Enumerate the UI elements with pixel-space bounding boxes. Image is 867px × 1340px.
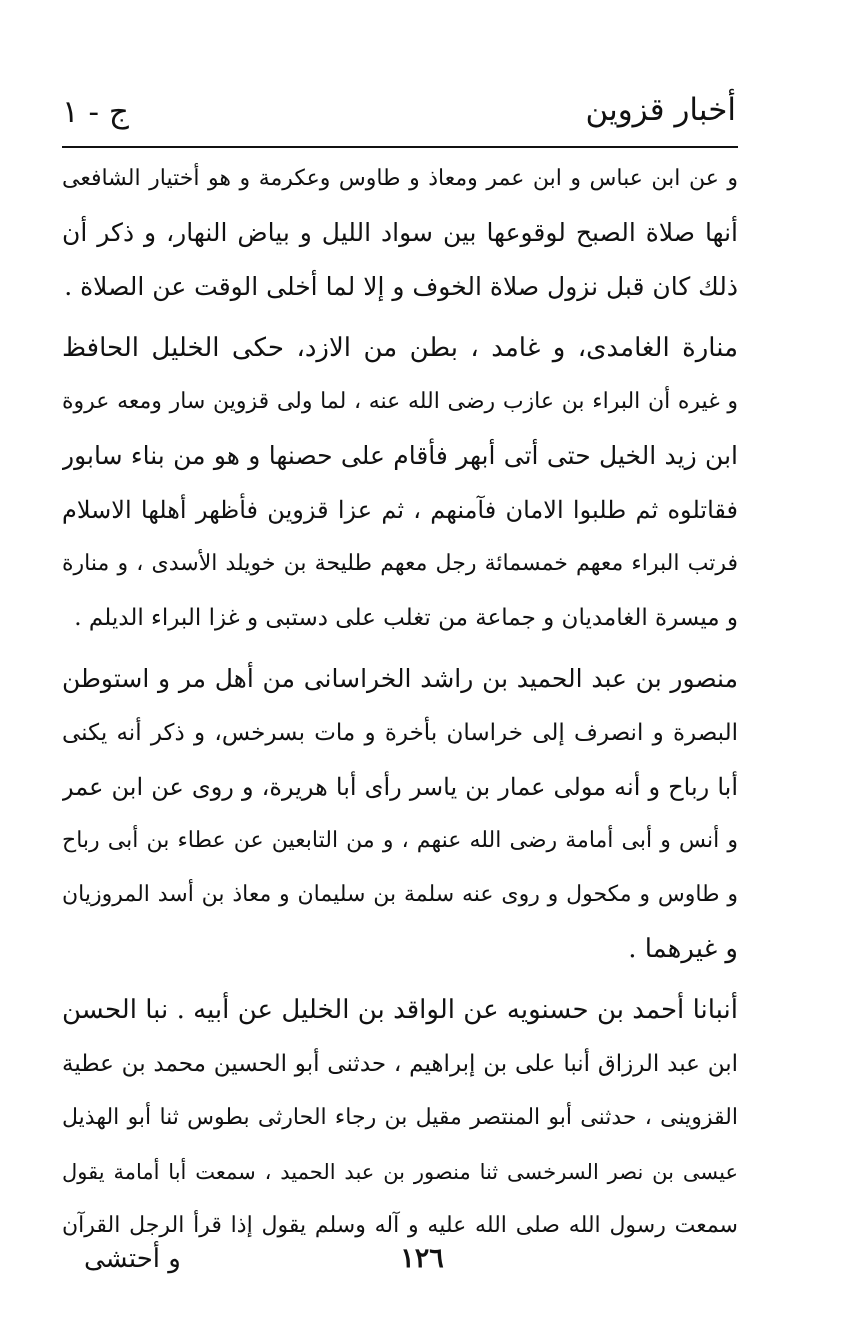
text-line: أنبانا أحمد بن حسنويه عن الواقد بن الخليل عن أبيه . نبا الحسن xyxy=(62,995,738,1025)
text-line: ابن زيد الخيل حتى أتى أبهر فأقام على حصنها و هو من بناء سابور xyxy=(62,441,738,470)
page-footer xyxy=(62,1234,738,1284)
text-line: عيسى بن نصر السرخسى ثنا منصور بن عبد الحميد ، سمعت أبا أمامة يقول xyxy=(62,1160,738,1184)
page-header xyxy=(62,88,738,140)
text-line: فرتب البراء معهم خمسمائة رجل معهم طليحة بن خويلد الأسدى ، و منارة xyxy=(62,551,738,576)
text-line: ابن عبد الرزاق أنبا على بن إبراهيم ، حدثنى أبو الحسين محمد بن عطية xyxy=(62,1051,738,1077)
text-line: و غيره أن البراء بن عازب رضى الله عنه ، لما ولى قزوين سار ومعه عروة xyxy=(62,389,738,414)
text-line: منصور بن عبد الحميد بن راشد الخراسانى من أهل مر و استوطن xyxy=(62,664,738,693)
text-line: و غيرهما . xyxy=(628,934,738,964)
paragraph-4 xyxy=(62,983,738,1253)
text-line: و ميسرة الغامديان و جماعة من تغلب على دستبى و غزا البراء الديلم . xyxy=(74,605,738,631)
catchword: و أحتشى xyxy=(84,1244,181,1274)
paragraph-2 xyxy=(62,321,738,645)
running-title: أخبار قزوين xyxy=(585,92,736,128)
text-line: و أنس و أبى أمامة رضى الله عنهم ، و من التابعين عن عطاء بن أبى رباح xyxy=(62,828,738,853)
text-line: و طاوس و مكحول و روى عنه سلمة بن سليمان و معاذ بن أسد المروزيان xyxy=(62,882,738,907)
body-text xyxy=(62,152,738,1253)
volume-label: ج - ١ xyxy=(62,94,129,130)
text-line: أبا رباح و أنه مولى عمار بن ياسر رأى أبا هريرة، و روى عن ابن عمر xyxy=(62,773,738,801)
text-line: القزوينى ، حدثنى أبو المنتصر مقيل بن رجاء الحارثى بطوس ثنا أبو الهذيل xyxy=(62,1105,738,1130)
page-number: ١٢٦ xyxy=(400,1243,444,1274)
text-line: ذلك كان قبل نزول صلاة الخوف و إلا لما أخلى الوقت عن الصلاة . xyxy=(64,272,738,301)
text-line: سمعت رسول الله صلى الله عليه و آله وسلم يقول إذا قرأ الرجل القرآن xyxy=(62,1213,738,1238)
paragraph-3 xyxy=(62,652,738,976)
text-line: منارة الغامدى، و غامد ، بطن من الازد، حكى الخليل الحافظ xyxy=(62,333,738,363)
text-line: أنها صلاة الصبح لوقوعها بين سواد الليل و بياض النهار، و ذكر أن xyxy=(62,218,738,247)
header-rule xyxy=(62,146,738,148)
text-line: البصرة و انصرف إلى خراسان بأخرة و مات بسرخس، و ذكر أنه يكنى xyxy=(62,720,738,746)
text-line: و عن ابن عباس و ابن عمر ومعاذ و طاوس وعكرمة و هو أختيار الشافعى xyxy=(62,166,738,191)
text-line: فقاتلوه ثم طلبوا الامان فآمنهم ، ثم عزا قزوين فأظهر أهلها الاسلام xyxy=(62,496,738,524)
paragraph-1 xyxy=(62,152,738,314)
